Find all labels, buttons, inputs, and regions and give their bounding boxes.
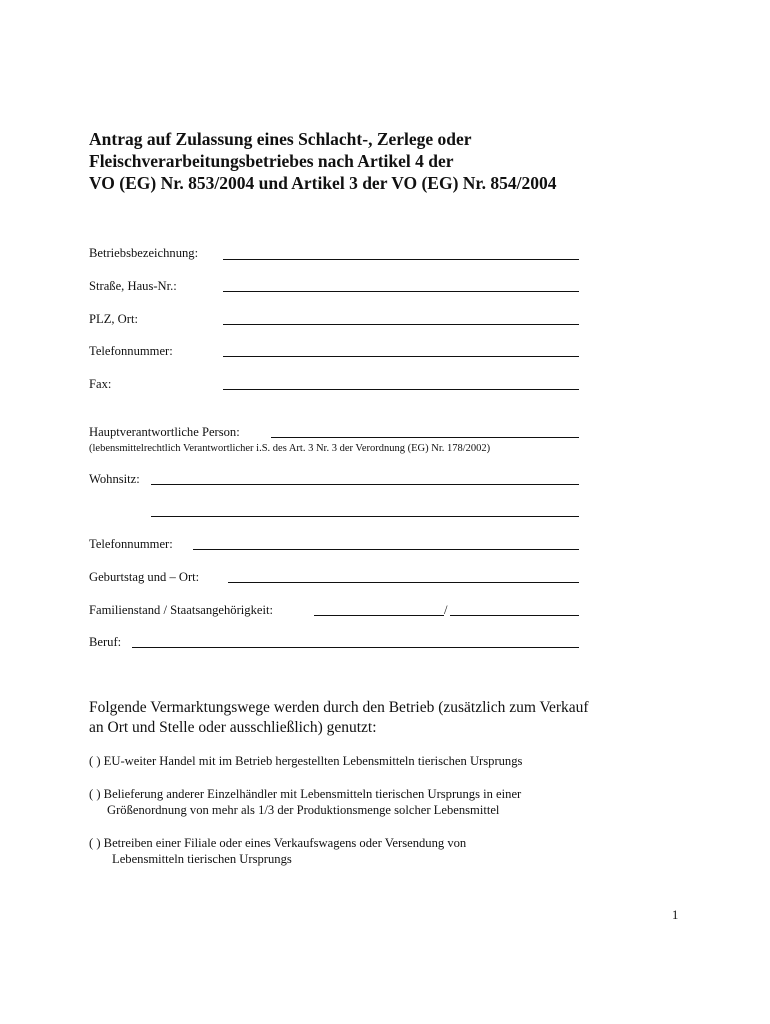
title-line-3: VO (EG) Nr. 853/2004 und Artikel 3 der VO (EG) Nr. 854/2004: [89, 173, 557, 193]
wohnsitz-input-line-2[interactable]: [151, 516, 579, 517]
option-text: ( ) Belieferung anderer Einzelhändler mit Lebensmitteln tierischen Ursprungs in einer: [89, 787, 522, 801]
marketing-option-einzelhaendler[interactable]: [89, 786, 669, 818]
beruf-input-line[interactable]: [132, 647, 579, 648]
familienstand-separator: /: [444, 603, 448, 617]
hauptverantwortliche-label: Hauptverantwortliche Person:: [89, 425, 240, 439]
familienstand-input-line[interactable]: [314, 615, 444, 616]
staatsangehoerigkeit-input-line[interactable]: [450, 615, 579, 616]
plz-ort-label: PLZ, Ort:: [89, 312, 138, 326]
telefon-betrieb-label: Telefonnummer:: [89, 344, 173, 358]
hauptverantwortliche-note: (lebensmittelrechtlich Verantwortlicher i.S. des Art. 3 Nr. 3 der Verordnung (EG) Nr. 178/2002): [89, 443, 491, 454]
option-text-continued: Größenordnung von mehr als 1/3 der Produktionsmenge solcher Lebensmittel: [107, 803, 500, 817]
title-line-1: Antrag auf Zulassung eines Schlacht-, Zerlege oder: [89, 129, 472, 149]
option-text: ( ) EU-weiter Handel mit im Betrieb hergestellten Lebensmitteln tierischen Ursprungs: [89, 754, 523, 768]
beruf-label: Beruf:: [89, 635, 122, 649]
marketing-intro: [89, 698, 689, 738]
marketing-option-filiale[interactable]: [89, 835, 669, 867]
option-text: ( ) Betreiben einer Filiale oder eines Verkaufswagens oder Versendung von: [89, 836, 467, 850]
strasse-label: Straße, Haus-Nr.:: [89, 279, 177, 293]
wohnsitz-label: Wohnsitz:: [89, 472, 140, 486]
page-number: 1: [672, 908, 679, 922]
geburtstag-label: Geburtstag und – Ort:: [89, 570, 200, 584]
betriebsbezeichnung-input-line[interactable]: [223, 259, 579, 260]
betriebsbezeichnung-label: Betriebsbezeichnung:: [89, 246, 199, 260]
familienstand-label: Familienstand / Staatsangehörigkeit:: [89, 603, 273, 617]
telefon-person-label: Telefonnummer:: [89, 537, 173, 551]
marketing-intro-line-2: an Ort und Stelle oder ausschließlich) genutzt:: [89, 719, 377, 736]
telefon-betrieb-input-line[interactable]: [223, 356, 579, 357]
fax-input-line[interactable]: [223, 389, 579, 390]
plz-ort-input-line[interactable]: [223, 324, 579, 325]
title-line-2: Fleischverarbeitungsbetriebes nach Artikel 4 der: [89, 151, 454, 171]
telefon-person-input-line[interactable]: [193, 549, 579, 550]
fax-label: Fax:: [89, 377, 112, 391]
option-text-continued: Lebensmitteln tierischen Ursprungs: [112, 852, 292, 866]
marketing-intro-line-1: Folgende Vermarktungswege werden durch den Betrieb (zusätzlich zum Verkauf: [89, 699, 589, 716]
strasse-input-line[interactable]: [223, 291, 579, 292]
document-title: [89, 128, 689, 194]
wohnsitz-input-line-1[interactable]: [151, 484, 579, 485]
hauptverantwortliche-input-line[interactable]: [271, 437, 579, 438]
marketing-option-eu-handel[interactable]: [89, 753, 669, 769]
geburtstag-input-line[interactable]: [228, 582, 579, 583]
